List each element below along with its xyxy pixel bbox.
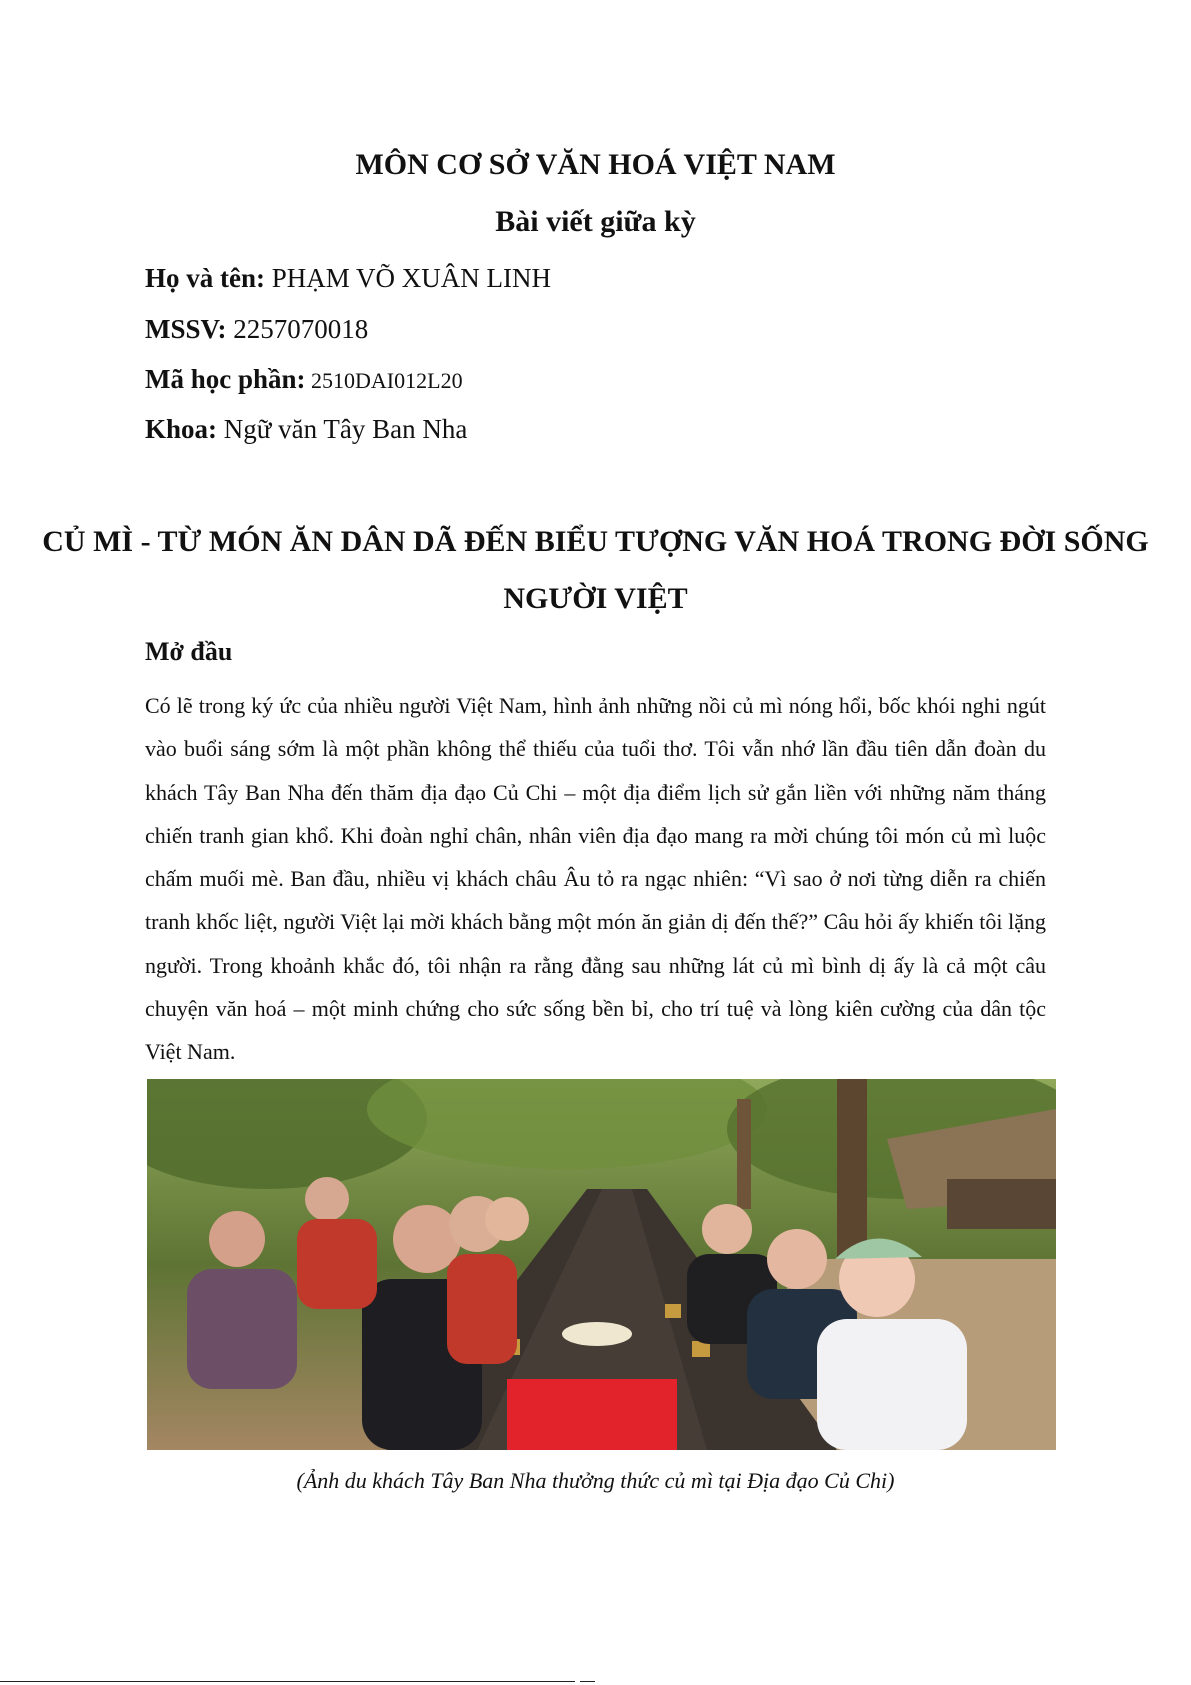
course-code-label: Mã học phần: bbox=[145, 364, 306, 394]
student-id-label: MSSV: bbox=[145, 314, 227, 344]
faculty-value: Ngữ văn Tây Ban Nha bbox=[217, 414, 468, 444]
course-code-row bbox=[145, 362, 463, 398]
course-title: MÔN CƠ SỞ VĂN HOÁ VIỆT NAM bbox=[355, 148, 836, 181]
photo-caption: (Ảnh du khách Tây Ban Nha thưởng thức củ mì tại Địa đạo Củ Chi) bbox=[296, 1468, 895, 1493]
tourists-photo bbox=[147, 1079, 1056, 1450]
student-name-value: PHẠM VÕ XUÂN LINH bbox=[264, 263, 551, 293]
course-code-value: 2510DAI012L20 bbox=[305, 368, 463, 393]
footer-rule bbox=[0, 1681, 575, 1682]
student-name-label: Họ và tên: bbox=[145, 263, 265, 293]
student-name-row bbox=[145, 261, 551, 295]
section-heading: Mở đầu bbox=[145, 637, 233, 666]
faculty-label: Khoa: bbox=[145, 414, 218, 444]
photo-illustration bbox=[147, 1079, 1056, 1450]
essay-title: CỦ MÌ - TỪ MÓN ĂN DÂN DÃ ĐẾN BIỂU TƯỢNG VĂN HOÁ TRONG ĐỜI SỐNG NGƯỜI VIỆT bbox=[42, 525, 1149, 615]
intro-paragraph: Có lẽ trong ký ức của nhiều người Việt Nam, hình ảnh những nồi củ mì nóng hổi, bốc khói nghi ngút vào buổi sáng sớm là một phần không thể thiếu của tuổi thơ. Tôi vẫn nhớ lần đầu tiên dẫn đoàn du khách Tây Ban Nha đến thăm địa đạo Củ Chi – một địa điểm lịch sử gắn liền với những năm tháng chiến tranh gian khổ. Khi đoàn nghỉ chân, nhân viên địa đạo mang ra mời chúng tôi món củ mì luộc chấm muối mè. Ban đầu, nhiều vị khách châu Âu tỏ ra ngạc nhiên: “Vì sao ở nơi từng diễn ra chiến tranh khốc liệt, người Việt lại mời khách bằng một món ăn giản dị đến thế?” Câu hỏi ấy khiến tôi lặng người. Trong khoảnh khắc đó, tôi nhận ra rằng đằng sau những lát củ mì bình dị ấy là cả một câu chuyện văn hoá – một minh chứng cho sức sống bền bỉ, cho trí tuệ và lòng kiên cường của dân tộc Việt Nam. bbox=[145, 693, 1046, 1065]
faculty-row bbox=[145, 412, 467, 446]
student-id-value: 2257070018 bbox=[226, 314, 369, 344]
footer-rule-short bbox=[580, 1681, 595, 1682]
assignment-title: Bài viết giữa kỳ bbox=[495, 205, 696, 238]
student-id-row bbox=[145, 312, 368, 346]
